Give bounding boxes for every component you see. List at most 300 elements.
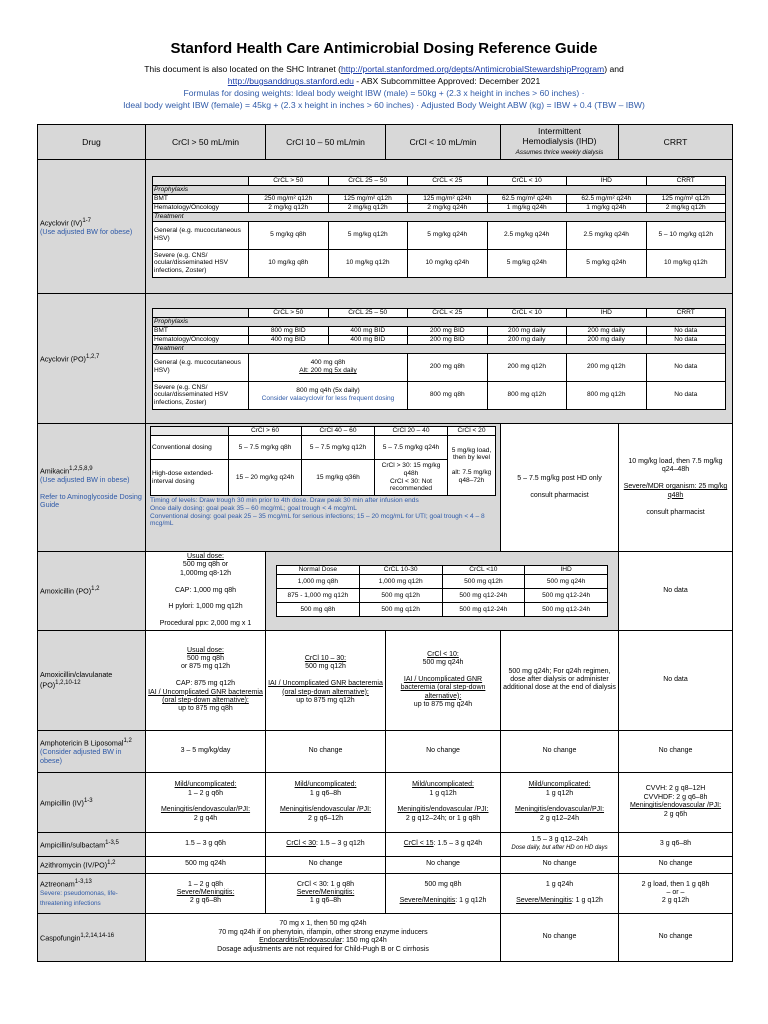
dose-alt: Alt: 200 mg 5x daily [299,367,357,374]
dose-cell: 5 – 7.5 mg/kg q8h [229,436,302,460]
intranet-link[interactable]: http://portal.stanfordmed.org/depts/AntimicrobialStewardshipProgram [341,64,605,74]
dose-cell: 800 mg BID [249,326,329,335]
row-label: BMT [153,326,249,335]
sub-head: CrCl > 60 [229,427,302,436]
dose-line: CVVH: 2 g q8–12H [645,785,706,793]
row-acyclovir-iv [38,160,733,294]
dose-alt: alt: 7.5 mg/kg q48–72h [451,469,492,484]
drug-amikacin [38,424,146,552]
drug-name: Caspofungin [40,933,81,943]
formula-line-1: Formulas for dosing weights: Ideal body weight IBW (male) = 50kg + (2.3 x height in inches > 60 inches) · [183,88,585,98]
ampicillin-c4 [501,772,619,832]
dose-line: 5 – 7.5 mg/kg post HD only [517,474,602,482]
row-amoxicillin [38,552,733,631]
dose-cell: 15 – 20 mg/kg q24h [229,460,302,496]
dose-line: 1.5 – 3 g q12–24h [531,835,588,843]
drug-name: Amoxicillin/clavulanate (PO) [40,669,113,690]
row-caspofungin [38,913,733,961]
dose-label: Meningitis/endovascular/PJI: [160,806,251,814]
row-label: Hematology/Oncology [153,335,249,344]
dose-cell: 500 mg q12h [442,574,525,588]
dose-cell: 800 mg q12h [487,381,567,409]
drug-name: Amikacin [40,466,70,476]
dose-cell: 2 mg/kg q12h [249,203,329,212]
amoxclav-crrt: No data [619,630,733,730]
dose-line: 400 mg q8h [310,359,346,367]
dose-cell: 5 mg/kg q8h [249,221,329,249]
dose-cell: 800 mg q12h [567,381,647,409]
dose-cell: No data [646,353,726,381]
drug-acyclovir-iv [38,160,146,294]
drug-caspofungin [38,913,146,961]
intranet-text: This document is also located on the SHC Intranet ( [144,64,341,74]
col-crrt: CRRT [619,125,733,160]
azithro-c2: No change [266,856,386,873]
amoxicillin-usual [146,552,266,631]
drug-acyclovir-po [38,294,146,424]
dose-cell: 400 mg BID [249,335,329,344]
dose-label: Meningitis/endovascular/PJI: [514,806,605,814]
section-label: Treatment [153,212,726,221]
sub-head: IHD [525,565,608,574]
dose-label: Severe/Meningitis [399,897,456,905]
drug-note: (Use adjusted BW in obese) [40,475,130,485]
dose-cell: 15 mg/kg q36h [302,460,375,496]
dose-line: – or – [666,888,685,896]
sub-head: CrCL < 25 [408,308,488,317]
dose-cell: 500 mg q12-24h [525,602,608,616]
row-ampicillin-sulbactam [38,832,733,856]
dose-cell: 125 mg/m² q12h [646,194,726,203]
dose-cell: 62.5 mg/m² q24h [487,194,567,203]
row-acyclovir-po [38,294,733,424]
dose-cell: 5 mg/kg q24h [408,221,488,249]
sub-head: CrCl 20 – 40 [375,427,448,436]
dose-note: Dose daily, but after HD on HD days [511,845,608,852]
dose-cell: 5 – 7.5 mg/kg q12h [302,436,375,460]
ihd-note: Assumes thrice weekly dialysis [515,149,604,156]
dose-cell: No data [646,381,726,409]
dose-line: CVVHDF: 2 g q6–8h [643,793,708,801]
dose-cell: 1 mg/kg q24h [567,203,647,212]
ref-sup: 1-3,13 [74,879,92,886]
ampsul-c2 [266,832,386,856]
dose-line: up to 875 mg q12h [296,696,355,704]
dose-line: H pylori: 1,000 mg q12h [168,603,243,611]
sub-head: IHD [567,308,647,317]
sub-head: CrCL > 50 [249,308,329,317]
dose-cell: 400 mg BID [328,335,408,344]
dose-cell: 500 mg q12-24h [442,602,525,616]
section-label: Prophylaxis [153,317,726,326]
dose-cell: 5 – 10 mg/kg q12h [646,221,726,249]
dose-cell: 62.5 mg/m² q24h [567,194,647,203]
dose-cell: No data [646,326,726,335]
dose-line: 800 mg q4h (5x daily) [296,387,360,395]
dose-label: CrCl < 15 [403,839,434,847]
row-amphotericin [38,730,733,772]
amikacin-cell [146,424,501,552]
row-amikacin [38,424,733,552]
amikacin-levels-note [150,497,496,528]
approval-text: - ABX Subcommittee Approved: December 2021 [353,76,541,86]
dose-line: CrCl < 30: Not recommended [389,477,433,493]
dose-line: : 1 g q12h [571,897,603,905]
dose-line: or 875 mg q12h [180,663,231,671]
note-line: Conventional dosing: goal peak 25 – 35 mcg/mL for serious infections; 15 – 20 mcg/mL for UTI; goal trough < 4 – 8 mcg/mL [150,512,485,528]
sub-head: CrCL 25 – 50 [328,176,408,185]
section-label: Prophylaxis [153,185,726,194]
dose-label: Severe/Meningitis: [176,888,235,896]
dose-line: 500 mg q12h [305,663,346,671]
dose-cell: 500 mg q12h [359,588,442,602]
dose-line: Dosage adjustments are not required for Child-Pugh B or C cirrhosis [217,945,429,953]
ampicillin-c5 [619,772,733,832]
row-label: Hematology/Oncology [153,203,249,212]
amoxclav-c3 [386,630,501,730]
dose-cell: 1 mg/kg q24h [487,203,567,212]
dose-line: 2 g load, then 1 g q8h [641,880,710,888]
dose-label: IAI / Uncomplicated GNR bacteremia (oral step-down alternative): [148,688,263,704]
note-line: Timing of levels: Draw trough 30 min prior to 4th dose. Draw peak 30 min after infusion ends [150,497,419,504]
dose-label: Severe/Meningitis: [296,888,355,896]
dose-cell: 500 mg q24h [525,574,608,588]
amoxicillin-crrt: No data [619,552,733,631]
aztreonam-c3 [386,873,501,913]
sub-head: CrCl < 20 [448,427,496,436]
ampicillin-c1 [146,772,266,832]
col-crcl-10-50: CrCl 10 – 50 mL/min [266,125,386,160]
drug-name: Acyclovir (PO) [40,354,86,364]
drug-note: (Use adjusted BW for obese) [40,226,133,236]
drug-note: (Consider adjusted BW in obese) [40,747,122,765]
dose-label: Usual dose: [187,646,224,654]
dose-line: 1 – 2 g q8h [187,880,224,888]
drug-name: Acyclovir (IV) [40,218,83,228]
sub-head: CrCL < 10 [487,308,567,317]
amoxclav-ihd: 500 mg q24h; For q24h regimen, dose after dialysis or administer additional dose at the end of dialysis [501,630,619,730]
dose-cell: 250 mg/m² q12h [249,194,329,203]
dose-label: Endocarditis/Endovascular [259,937,343,945]
dose-label: Meningitis/endovascular /PJI: [397,806,489,814]
amikacin-subtable [150,426,496,496]
dose-line: CrCl > 30: 15 mg/kg q48h [381,462,441,477]
sub-head: IHD [567,176,647,185]
sub-head: CrCL <10 [442,565,525,574]
dose-cell: 5 – 7.5 mg/kg q24h [375,436,448,460]
drug-name: Ampicillin/sulbactam [40,840,106,850]
aztreonam-c2 [266,873,386,913]
dose-cell: 125 mg/m² q12h [328,194,408,203]
ampho-c5: No change [619,730,733,772]
dose-line: 2 g q6–8h [189,897,222,905]
dose-cell-merged [249,353,408,381]
dose-line: 2 g q6h [663,810,688,818]
dose-line: up to 875 mg q24h [413,701,473,709]
dose-cell: 2 mg/kg q24h [408,203,488,212]
dose-line: 70 mg x 1, then 50 mg q24h [279,920,367,928]
intranet-line [0,64,768,75]
dose-line: 500 mg q8h or [182,561,229,569]
ampsul-c4 [501,832,619,856]
dose-cell [448,436,496,496]
ampsul-c1: 1.5 – 3 g q6h [146,832,266,856]
dose-cell: 200 mg q12h [567,353,647,381]
ampho-c2: No change [266,730,386,772]
amoxicillin-subtable [276,565,608,617]
dose-cell-merged [249,381,408,409]
dose-line: 2 g q12–24h [540,814,579,822]
ref-sup: 1,2 [107,860,116,867]
ref-sup: 1-7 [82,217,92,224]
azithro-c1: 500 mg q24h [146,856,266,873]
ref-sup: 1,2,7 [85,354,100,361]
dose-label: IAI / Uncomplicated GNR bacteremia (oral step-down alternative): [268,680,383,696]
dose-cell: 200 mg daily [487,326,567,335]
row-azithromycin [38,856,733,873]
ihd-line2: Hemodialysis (IHD) [522,136,597,146]
dose-line: 1 g q24h [545,880,574,888]
dose-line: consult pharmacist [646,508,705,516]
sub-head: CrCL 10-30 [359,565,442,574]
dose-cell [375,460,448,496]
row-label: Severe (e.g. CNS/ ocular/disseminated HSV infections, Zoster) [153,381,249,409]
dose-line: 2 g q12h [661,897,690,905]
drug-name: Ampicillin (IV) [40,798,84,808]
col-drug: Drug [38,125,146,160]
amoxclav-c1 [146,630,266,730]
dose-line: 2 g q12–24h; or 1 g q8h [405,814,481,822]
sub-head: Normal Dose [277,565,360,574]
note-line: Once daily dosing: goal peak 35 – 60 mcg/mL; goal trough < 4 mcg/mL [150,504,357,512]
dose-line: 1,000mg q8-12h [180,569,231,577]
dose-line: 5 mg/kg load, then by level [451,446,492,462]
dose-cell: 200 mg daily [567,326,647,335]
row-label: Severe (e.g. CNS/ ocular/disseminated HSV infections, Zoster) [153,249,249,277]
dose-label: Mild/uncomplicated: [174,781,237,789]
dose-label: IAI / Uncomplicated GNR bacteremia (oral step-down alternative): [400,675,486,700]
aztreonam-c5 [619,873,733,913]
dose-line: : 1.5 – 3 g q12h [316,839,365,847]
ampho-c1: 3 – 5 mg/kg/day [146,730,266,772]
dose-line: 1 – 2 g q6h [187,789,224,797]
sub-head: CrCL < 10 [487,176,567,185]
dose-line: 500 mg q24h [422,659,464,667]
bugsanddrugs-link[interactable]: http://bugsanddrugs.stanford.edu [227,76,354,86]
col-crcl-lt10: CrCl < 10 mL/min [386,125,501,160]
row-label: High-dose extended-interval dosing [151,460,229,496]
row-label: Conventional dosing [151,436,229,460]
ref-sup: 1,2 [91,586,100,593]
section-label: Treatment [153,344,726,353]
col-ihd [501,125,619,160]
ref-sup: 1,2,5,8,9 [69,466,93,473]
ref-sup: 1,2,14,14-16 [80,932,115,939]
dose-cell: 200 mg BID [408,335,488,344]
dose-cell: 125 mg/m² q24h [408,194,488,203]
table-header-row [38,125,733,160]
dose-cell: 2.5 mg/kg q24h [487,221,567,249]
caspo-c1-3 [146,913,501,961]
dose-cell: 5 mg/kg q24h [567,249,647,277]
dose-line: 500 mg q8h [424,880,462,888]
drug-name: Amoxicillin (PO) [40,586,92,596]
amoxclav-c2 [266,630,386,730]
intranet-text-end: ) and [604,64,624,74]
dose-label: CrCl < 30 [286,839,317,847]
acyclovir-po-cell [146,294,733,424]
dose-cell: 200 mg daily [567,335,647,344]
dose-cell: 1,000 mg q8h [277,574,360,588]
drug-name: Aztreonam [40,879,75,889]
drug-ref: Refer to Aminoglycoside Dosing Guide [40,491,142,510]
page-title: Stanford Health Care Antimicrobial Dosing Reference Guide [170,40,598,57]
ihd-line1: Intermittent [538,126,581,136]
dose-line: : 150 mg q24h [342,937,387,945]
dose-cell: 10 mg/kg q12h [646,249,726,277]
drug-ampicillin [38,772,146,832]
sub-head: CRRT [646,176,726,185]
sub-head: CrCL 25 – 50 [328,308,408,317]
ref-sup: 1-3 [83,797,93,804]
dose-cell: 500 mg q8h [277,602,360,616]
acyclovir-iv-cell [146,160,733,294]
dose-cell: 200 mg BID [408,326,488,335]
dose-cell: 400 mg BID [328,326,408,335]
dose-cell: 500 mg q12-24h [525,588,608,602]
dose-cell: 875 - 1,000 mg q12h [277,588,360,602]
drug-aztreonam [38,873,146,913]
blank-cell [153,176,249,185]
dose-cell: No data [646,335,726,344]
caspo-c5: No change [619,913,733,961]
ampho-c4: No change [501,730,619,772]
formula-line-2: Ideal body weight IBW (female) = 45kg + (2.3 x height in inches > 60 inches) · Adjusted Body Weight ABW (kg) = IBW + 0.4 (TBW – IBW) [123,100,645,110]
dose-cell: 2 mg/kg q12h [328,203,408,212]
ref-sup: 1-3,5 [105,839,119,846]
dose-line: CAP: 1,000 mg q8h [174,586,237,594]
blank-cell [151,427,229,436]
aztreonam-c4 [501,873,619,913]
row-label: General (e.g. mucocutaneous HSV) [153,353,249,381]
dose-label: Usual dose: [187,553,224,560]
dose-label: CrCl < 10: [427,650,459,658]
dose-line: consult pharmacist [530,491,589,499]
drug-name: Amphotericin B Liposomal [40,738,124,748]
dose-label: Meningitis/endovascular /PJI: [279,806,372,814]
row-ampicillin [38,772,733,832]
ampho-c3: No change [386,730,501,772]
row-label: General (e.g. mucocutaneous HSV) [153,221,249,249]
dose-cell: 5 mg/kg q24h [487,249,567,277]
blank-cell [153,308,249,317]
dose-line: 1 g q6–8h [309,789,342,797]
dose-label: Meningitis/endovascular /PJI: [629,802,722,810]
dose-cell: 10 mg/kg q12h [328,249,408,277]
drug-ampicillin-sulbactam [38,832,146,856]
dose-line: : 1 g q12h [455,897,487,905]
dose-line: 2 g q4h [193,814,218,822]
drug-amphotericin [38,730,146,772]
drug-name: Azithromycin (IV/PO) [40,860,108,870]
row-aztreonam [38,873,733,913]
dose-cell: 10 mg/kg q8h [249,249,329,277]
amikacin-ihd [501,424,619,552]
dose-cell: 500 mg q12-24h [442,588,525,602]
acyclovir-iv-subtable [152,176,726,278]
dose-label: Severe/Meningitis [516,897,572,905]
dose-line: 500 mg q8h [187,654,224,662]
dose-line: 2 g q6–12h [307,814,344,822]
amoxicillin-renal-cell [266,552,619,631]
azithro-c5: No change [619,856,733,873]
dose-line: 1 g q6–8h [309,897,342,905]
row-amoxicillin-clavulanate [38,630,733,730]
sub-head: CrCL < 25 [408,176,488,185]
dose-label: CrCl 10 – 30: [304,654,347,662]
drug-amoxicillin-clavulanate [38,630,146,730]
dose-line: up to 875 mg q8h [178,705,233,713]
dose-cell: 200 mg q12h [487,353,567,381]
acyclovir-po-subtable [152,308,726,410]
sub-head: CrCL > 50 [249,176,329,185]
aztreonam-c1 [146,873,266,913]
row-label: BMT [153,194,249,203]
ref-sup: 1,2 [123,738,132,745]
dose-cell: 2 mg/kg q12h [646,203,726,212]
dose-label: Mild/uncomplicated: [412,781,474,789]
dosing-table [37,124,733,962]
drug-azithromycin [38,856,146,873]
dose-line: 1 g q12h [545,789,574,797]
sub-head: CrCl 40 – 60 [302,427,375,436]
ampsul-c5: 3 g q6–8h [619,832,733,856]
dose-label: Mild/uncomplicated: [528,781,591,789]
ampsul-c3 [386,832,501,856]
ampicillin-c3 [386,772,501,832]
col-crcl-gt50: CrCl > 50 mL/min [146,125,266,160]
dose-cell: 500 mg q12h [359,602,442,616]
dose-line: CAP: 875 mg q12h [175,680,236,688]
dose-line: Severe/MDR organism: 25 mg/kg q48h [623,483,728,499]
sub-head: CRRT [646,308,726,317]
dose-cell: 5 mg/kg q12h [328,221,408,249]
dose-cell: 800 mg q8h [408,381,488,409]
dose-line: CrCl < 30: 1 g q8h [296,880,354,888]
drug-amoxicillin [38,552,146,631]
dose-label: Mild/uncomplicated: [294,781,357,789]
azithro-c4: No change [501,856,619,873]
dose-line: : 1.5 – 3 g q24h [433,839,483,847]
dose-cell: 1,000 mg q12h [359,574,442,588]
website-line [0,76,768,87]
drug-note: Severe: pseudomonas, life-threatening infections [40,890,118,907]
dose-line: 70 mg q24h if on phenytoin, rifampin, other strong enzyme inducers [218,928,428,936]
dose-note: Consider valacyclovir for less frequent dosing [261,395,395,402]
dose-line: 1 g q12h [429,789,457,797]
dose-line: Procedural ppx: 2,000 mg x 1 [159,620,252,628]
dose-line: 10 mg/kg load, then 7.5 mg/kg q24–48h [628,458,723,474]
caspo-c4: No change [501,913,619,961]
ref-sup: 1,2,10-12 [55,679,81,686]
dose-cell: 200 mg daily [487,335,567,344]
dose-cell: 2.5 mg/kg q24h [567,221,647,249]
ampicillin-c2 [266,772,386,832]
azithro-c3: No change [386,856,501,873]
dose-cell: 200 mg q8h [408,353,488,381]
amikacin-crrt [619,424,733,552]
dose-cell: 10 mg/kg q24h [408,249,488,277]
